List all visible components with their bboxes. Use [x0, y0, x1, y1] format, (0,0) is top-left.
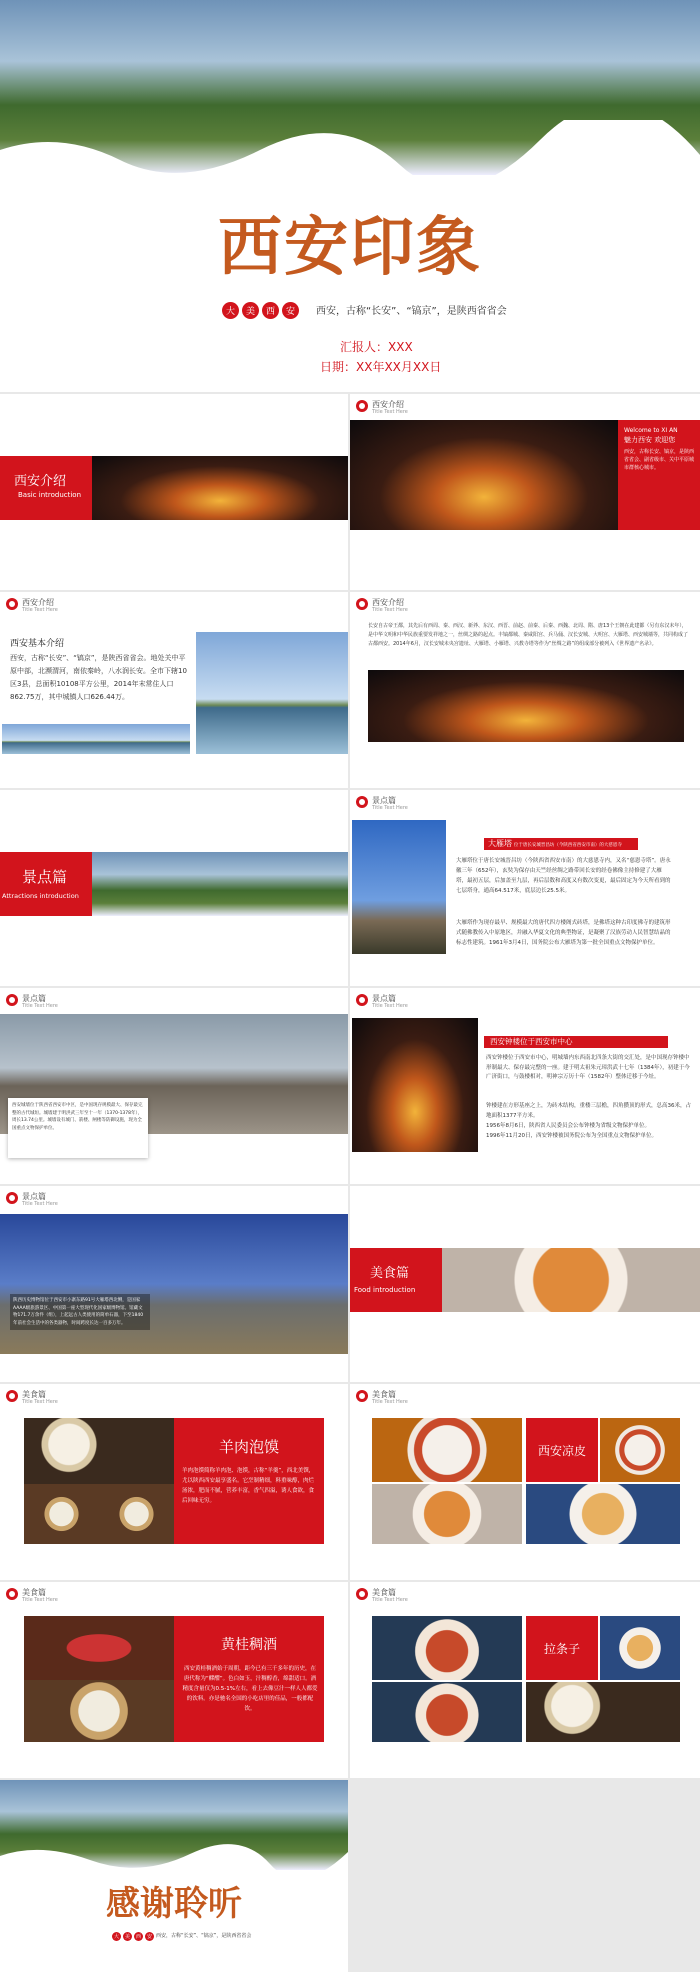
intro-heading: 西安基本介绍 — [10, 639, 65, 649]
bell-text-3: 1956年8月6日，陕西省人民委员会公布钟楼为省级文物保护单位。 — [486, 1123, 650, 1129]
liangpi-photo-3 — [600, 1418, 680, 1482]
slide-header — [6, 1588, 58, 1603]
badge: 大 — [222, 302, 239, 319]
header-title: 美食篇 — [22, 1390, 46, 1399]
cover-intro: 西安，古称“长安”、“镐京”，是陕西省省会 — [316, 306, 507, 317]
welcome-slide — [350, 394, 700, 590]
cover-reporter: 汇报人：XXX — [340, 340, 413, 354]
header-title: 景点篇 — [22, 1192, 46, 1201]
food-card — [174, 1616, 324, 1742]
food-title: 拉条子 — [543, 1642, 580, 1656]
section-title-box — [0, 852, 92, 916]
thanks-slide — [0, 1780, 348, 1972]
header-subtitle: Title Text Here — [22, 1003, 58, 1009]
section-intro-slide — [0, 394, 348, 590]
section-subtitle: Basic introduction — [18, 491, 82, 499]
latiaozi-photo-4 — [526, 1682, 680, 1742]
header-subtitle: Title Text Here — [372, 805, 408, 811]
header-title: 美食篇 — [372, 1390, 396, 1399]
food-title: 羊肉泡馍 — [218, 1438, 279, 1456]
cover-title: 西安印象 — [218, 210, 482, 285]
badge: 大 — [113, 1934, 119, 1940]
welcome-subtitle: 魅力西安 欢迎您 — [624, 436, 676, 444]
badge: 美 — [242, 302, 259, 319]
museum-text: 陕西历史博物馆位于西安市小寨东路91号大雁塔西北侧，是国家AAAA级旅游景区、中国第一座大型现代化国家级博物馆。馆藏文物171.7万余件（组），上起远古人类使用的简单石器，下至1840年前社会生活中的各类器物，时间跨度长达一百多万年。 — [10, 1294, 150, 1330]
attraction-title-bar — [484, 838, 638, 850]
header-title: 西安介绍 — [372, 400, 404, 409]
slide-header — [6, 994, 58, 1009]
section-attractions-slide — [0, 790, 348, 986]
slide-header — [356, 598, 408, 613]
section-title: 西安介绍 — [14, 474, 67, 489]
header-subtitle: Title Text Here — [372, 607, 408, 613]
cover-slide — [0, 0, 700, 392]
thanks-title: 感谢聆听 — [106, 1884, 242, 1924]
latiaozi-photo-3 — [600, 1616, 680, 1680]
mountain-photo — [92, 852, 348, 916]
bell-tower-photo — [352, 1018, 478, 1152]
brush-edge — [0, 1840, 348, 1880]
slide-header — [356, 796, 408, 811]
wine-cups-photo — [24, 1680, 174, 1742]
cover-badges — [222, 302, 299, 319]
badge: 安 — [146, 1934, 152, 1940]
logo-icon — [6, 1588, 18, 1600]
paomo-bowl-photo-1 — [24, 1484, 99, 1544]
header-subtitle: Title Text Here — [372, 1399, 408, 1405]
attraction-title-bar — [484, 1036, 668, 1048]
logo-icon — [6, 1192, 18, 1204]
basic-intro-slide — [0, 592, 348, 788]
section-title: 美食篇 — [370, 1266, 410, 1281]
liangpi-photo-1 — [372, 1418, 522, 1482]
logo-icon — [356, 400, 368, 412]
logo-icon — [356, 598, 368, 610]
logo-icon — [6, 1390, 18, 1402]
liangpi-photo-4 — [526, 1484, 680, 1544]
section-subtitle: Food introduction — [354, 1286, 416, 1294]
header-subtitle: Title Text Here — [22, 1201, 58, 1207]
liangpi-slide — [350, 1384, 700, 1580]
header-subtitle: Title Text Here — [372, 409, 408, 415]
wine-slide — [0, 1582, 348, 1778]
slide-header — [6, 598, 58, 613]
section-title: 景点篇 — [22, 868, 68, 886]
bell-tower-slide — [350, 988, 700, 1184]
slide-header — [6, 1192, 58, 1207]
latiaozi-slide — [350, 1582, 700, 1778]
header-title: 美食篇 — [22, 1588, 46, 1597]
pagoda-photo — [352, 820, 446, 954]
cover-date: 日期：XX年XX月XX日 — [320, 360, 442, 374]
food-text: 羊肉泡馍简称羊肉泡、泡馍，古称“羊羹”，西北美馔，尤以陕西西安最享盛名。它烹制精细，料重味醇，肉烂汤浓，肥而不腻，营养丰富，香气四溢，诱人食欲，食后回味无穷。 — [182, 1468, 315, 1504]
food-title: 西安凉皮 — [537, 1444, 586, 1458]
slide-header — [356, 400, 408, 415]
big-wild-goose-slide — [350, 790, 700, 986]
section-title-box — [350, 1248, 442, 1312]
header-title: 景点篇 — [22, 994, 46, 1003]
badge: 安 — [282, 302, 299, 319]
logo-icon — [6, 598, 18, 610]
logo-icon — [356, 1390, 368, 1402]
welcome-box — [618, 420, 700, 530]
header-subtitle: Title Text Here — [372, 1003, 408, 1009]
food-title: 黄桂稠酒 — [221, 1637, 277, 1653]
bell-text-2: 钟楼建在方形基座之上，为砖木结构，重楼三层檐，四角攒顶的形式，总高36米，占地面积1377平方米。 — [486, 1103, 692, 1119]
badge: 西 — [262, 302, 279, 319]
city-night-photo — [368, 670, 684, 742]
slide-header — [6, 1390, 58, 1405]
brush-edge — [0, 120, 700, 200]
bell-text-4: 1996年11月20日，西安钟楼被国务院公布为全国重点文物保护单位。 — [486, 1133, 657, 1139]
slide-header — [356, 994, 408, 1009]
logo-icon — [356, 994, 368, 1006]
history-slide — [350, 592, 700, 788]
attraction-text-2: 大雁塔作为现存最早、规模最大的唐代四方楼阁式砖塔，是佛塔这种古印度佛寺的建筑形式随佛教传入中原地区，并融入华夏文化的典型物证，是凝聚了汉族劳动人民智慧结晶的标志性建筑。1961年3月4日，国务院公布大雁塔为第一批全国重点文物保护单位。 — [456, 920, 671, 946]
slide-header — [356, 1588, 408, 1603]
header-subtitle: Title Text Here — [22, 1399, 58, 1405]
museum-slide — [0, 1186, 348, 1382]
intro-text: 西安，古称“长安”、“镐京”，是陕西省省会。地处关中平原中部，北濒渭河，南依秦岭，八水润长安。全市下辖10区3县，总面积10108平方公里，2014年末常住人口862.75万，其中城镇人口626.44万。 — [10, 654, 187, 701]
attraction-title: 大雁塔 — [488, 839, 512, 848]
museum-photo — [0, 1214, 348, 1354]
section-title-box — [0, 456, 92, 520]
welcome-title: Welcome to XI AN — [624, 427, 678, 434]
welcome-text: 西安，古称长安、镐京，是陕西省省会、副省级市、关中平原城市群核心城市。 — [624, 449, 695, 471]
header-subtitle: Title Text Here — [372, 1597, 408, 1603]
liangpi-photo-2 — [372, 1484, 522, 1544]
slide-header — [356, 1390, 408, 1405]
food-banner-photo — [442, 1248, 700, 1312]
paomo-photo — [24, 1418, 174, 1484]
food-label-box — [526, 1418, 598, 1482]
section-food-slide — [350, 1186, 700, 1382]
header-subtitle: Title Text Here — [22, 607, 58, 613]
paomo-slide — [0, 1384, 348, 1580]
header-title: 景点篇 — [372, 796, 396, 805]
logo-icon — [6, 994, 18, 1006]
attraction-text-1: 大雁塔位于唐长安城晋昌坊（今陕西省西安市南）的大慈恩寺内，又名“慈恩寺塔”。唐永徽三年（652年），玄奘为保存由天竺经丝绸之路带回长安的经卷佛像主持修建了大雁塔，最初五层，后加盖至九层，再后层数和高度又有数次变更，最后固定为今天所看到的七层塔身，通高64.517米，底层边长25.5米。 — [456, 858, 671, 894]
badge: 美 — [124, 1934, 130, 1940]
latiaozi-photo-1 — [372, 1616, 522, 1680]
bell-text-1: 西安钟楼位于西安市中心，明城墙内东西南北四条大街的交汇处，是中国现存钟楼中形制最大、保存最完整的一座。建于明太祖朱元璋洪武十七年（1384年），初建于今广济街口，与鼓楼相对，明神宗万历十年（1582年）整体迁移于今址。 — [486, 1055, 690, 1080]
header-subtitle: Title Text Here — [22, 1597, 58, 1603]
city-wall-text: 西安城墙位于陕西省西安市中区，是中国现存规模最大、保存最完整的古代城垣。城墙建于明洪武三年至十一年（1370-1378年），周长13.74公里。城墙设有城门、箭楼、闸楼等防御设施，现为全国重点文物保护单位。 — [12, 1103, 143, 1131]
tower-small-photo — [2, 724, 190, 754]
badge: 西 — [135, 1934, 141, 1940]
attraction-title: 西安钟楼位于西安市中心 — [490, 1037, 573, 1046]
header-title: 美食篇 — [372, 1588, 396, 1597]
header-title: 景点篇 — [372, 994, 396, 1003]
section-subtitle: Attractions introduction — [2, 892, 79, 900]
logo-icon — [356, 796, 368, 808]
header-title: 西安介绍 — [22, 598, 54, 607]
city-wall-slide — [0, 988, 348, 1184]
latiaozi-photo-2 — [372, 1682, 522, 1742]
food-card — [174, 1418, 324, 1544]
tower-lake-photo — [196, 632, 348, 754]
bell-tower-night-photo — [92, 456, 348, 520]
city-wall-text-card — [8, 1098, 148, 1158]
thanks-badges — [112, 1932, 154, 1941]
thanks-intro: 西安，古称“长安”、“镐京”，是陕西省省会 — [156, 1933, 252, 1939]
logo-icon — [356, 1588, 368, 1600]
wine-jar-photo — [24, 1616, 174, 1680]
history-text: 长安自古帝王都，其先后有西周、秦、西汉、新莽、东汉、西晋、前赵、前秦、后秦、西魏、北周、隋、唐13个王朝在此建都（另有东汉末年），是中华文明和中华民族重要发祥地之一，丝绸之路的起点。丰镐都城、秦咸阳宫、兵马俑、汉长安城、大明宫、大雁塔、西安城墙等，共同构成了古都西安。2014年6月，汉长安城未央宫遗址、大雁塔、小雁塔、兴教寺塔等作为“丝绸之路”的组成部分被列入《世界遗产名录》。 — [368, 623, 689, 647]
food-label-box — [526, 1616, 598, 1680]
attraction-title-sub: 位于唐长安城晋昌坊（今陕西省西安市南）的大慈恩寺 — [513, 843, 622, 848]
bell-tower-night-photo — [350, 420, 618, 530]
food-text: 西安黄桂稠酒始于周朝，距今已有三千多年的历史，在唐代称为“醪醴”。色白如玉，汁稠醇香，绵甜适口。酒精度含量仅为0.5-1%左右，看上去像豆汁一样人人都爱的饮料。亦是驰名全国的小吃店里的佳品，一般都配饮。 — [182, 1666, 318, 1712]
paomo-bowl-photo-2 — [99, 1484, 174, 1544]
header-title: 西安介绍 — [372, 598, 404, 607]
